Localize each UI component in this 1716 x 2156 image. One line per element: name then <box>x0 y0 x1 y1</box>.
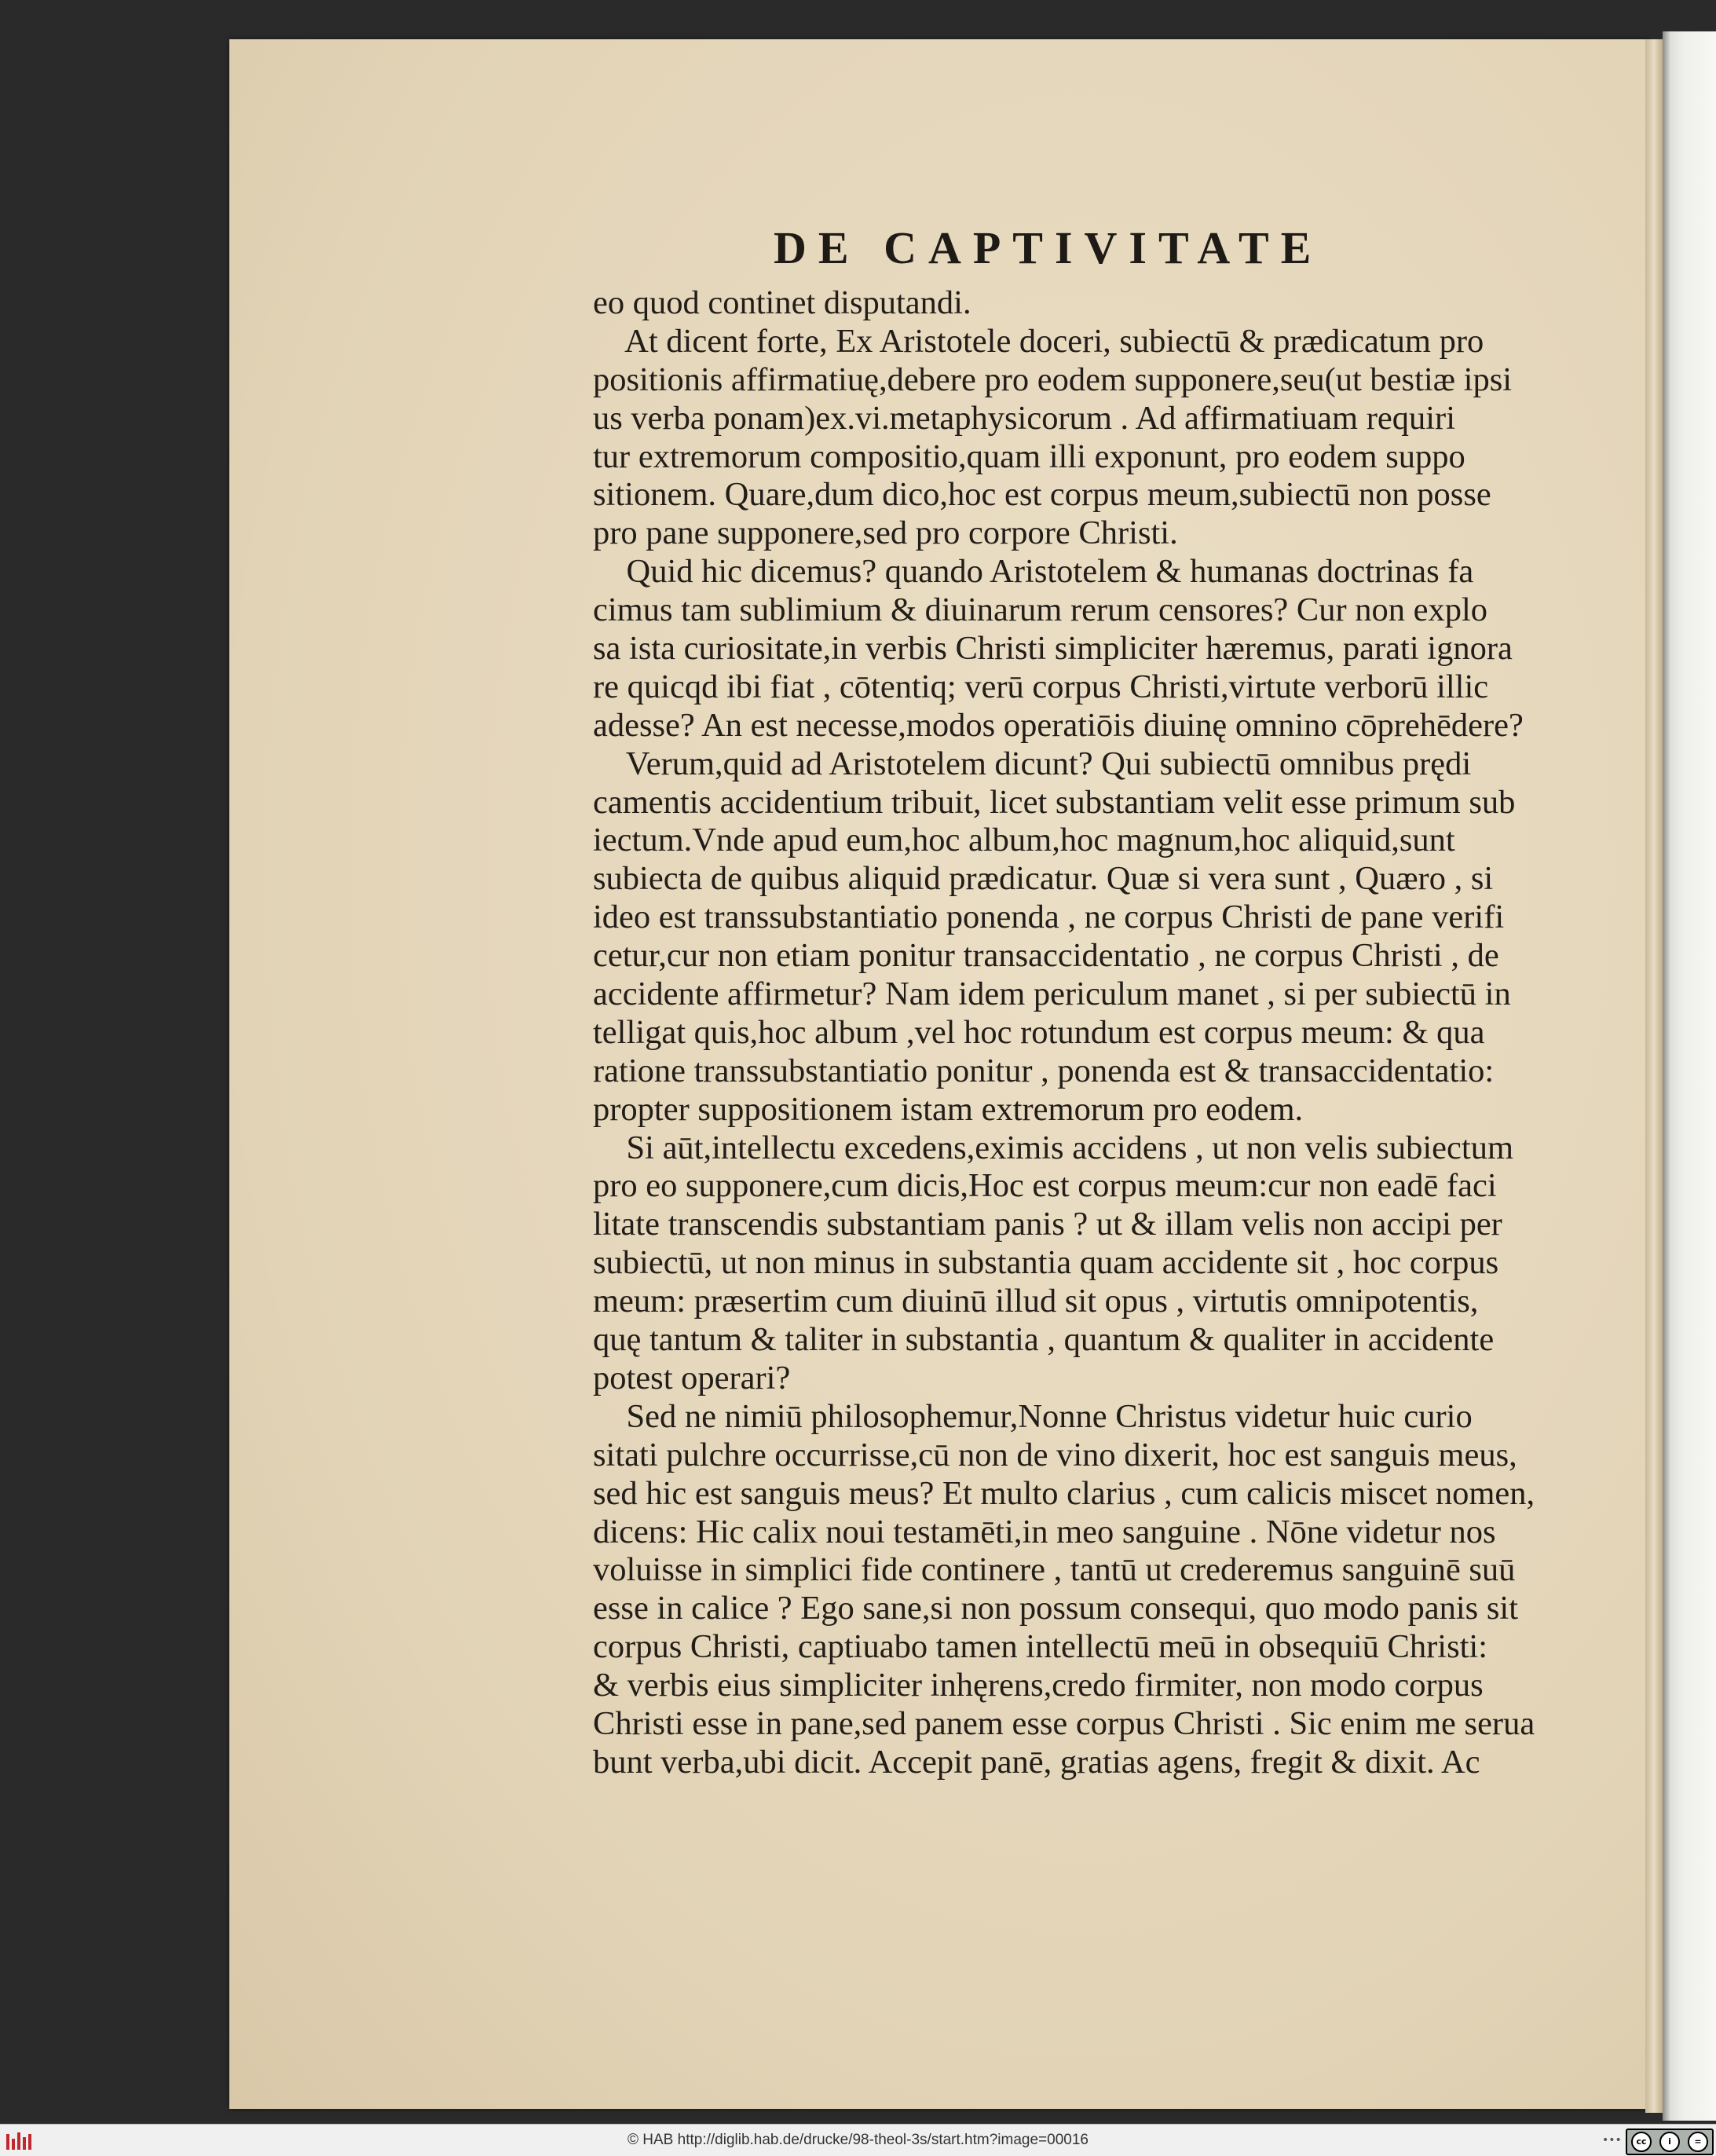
footer-bar <box>0 2124 1716 2156</box>
no-derivatives-icon: = <box>1688 2132 1708 2152</box>
more-dots: ••• <box>1602 2134 1622 2147</box>
text-line: telligat quis,hoc album ,vel hoc rotundum est corpus meum: & qua <box>593 1013 1485 1051</box>
text-line: litate transcendis substantiam panis ? ut & illam velis non accipi per <box>593 1206 1502 1243</box>
text-line: potest operari? <box>593 1359 791 1396</box>
text-line: Quid hic dicemus? quando Aristotelem & humanas doctrinas fa <box>593 553 1474 591</box>
text-line: subiecta de quibus aliquid prædicatur. Quæ si vera sunt , Quæro , si <box>593 860 1494 898</box>
gutter-shadow <box>1663 31 1670 2121</box>
text-line: accidente affirmetur? Nam idem periculum manet , si per subiectū in <box>593 976 1511 1013</box>
text-line: corpus Christi, captiuabo tamen intellectū meū in obsequiū Christi: <box>593 1628 1488 1666</box>
text-line: adesse? An est necesse,modos operatiōis diuinę omnino cōprehēdere? <box>593 706 1524 744</box>
text-line: & verbis eius simpliciter inhęrens,credo firmiter, non modo corpus <box>593 1667 1484 1704</box>
text-line: Si aūt,intellectu excedens,eximis accidens , ut non velis subiectum <box>593 1129 1514 1166</box>
text-line: Sed ne nimiū philosophemur,Nonne Christus videtur huic curio <box>593 1397 1473 1435</box>
attribution-icon: i <box>1659 2132 1680 2152</box>
text-line: dicens: Hic calix noui testamēti,in meo sanguine . Nōne videtur nos <box>593 1513 1496 1550</box>
text-line: camentis accidentium tribuit, licet substantiam velit esse primum sub <box>593 783 1516 821</box>
text-line: cetur,cur non etiam ponitur transaccidentatio , ne corpus Christi , de <box>593 937 1499 975</box>
text-line: sitionem. Quare,dum dico,hoc est corpus meum,subiectū non posse <box>593 476 1491 514</box>
text-line: propter suppositionem istam extremorum pro eodem. <box>593 1090 1304 1128</box>
text-line: sed hic est sanguis meus? Et multo clarius , cum calicis miscet nomen, <box>593 1474 1535 1512</box>
cc-license-badge[interactable] <box>1626 2129 1714 2155</box>
text-line: meum: præsertim cum diuinū illud sit opus , virtutis omnipotentis, <box>593 1283 1479 1320</box>
facing-page-edge <box>1663 31 1716 2121</box>
text-line: At dicent forte, Ex Aristotele doceri, subiectū & prædicatum pro <box>593 322 1484 360</box>
source-credit[interactable]: © HAB http://diglib.hab.de/drucke/98-theol-3s/start.htm?image=00016 <box>627 2132 1089 2148</box>
text-line: tur extremorum compositio,quam illi exponunt, pro eodem suppo <box>593 437 1465 475</box>
text-line: pro eo supponere,cum dicis,Hoc est corpus meum:cur non eadē faci <box>593 1167 1497 1205</box>
text-line: us verba ponam)ex.vi.metaphysicorum . Ad affirmatiuam requiri <box>593 399 1456 437</box>
text-line: esse in calice ? Ego sane,si non possum consequi, quo modo panis sit <box>593 1590 1519 1627</box>
text-line: ratione transsubstantiatio ponitur , ponenda est & transaccidentatio: <box>593 1052 1495 1089</box>
text-line: cimus tam sublimium & diuinarum rerum censores? Cur non explo <box>593 591 1488 629</box>
cc-icon: cc <box>1631 2132 1652 2152</box>
text-line: eo quod continet disputandi. <box>593 284 971 321</box>
page-edge <box>1645 39 1663 2113</box>
text-line: Verum,quid ad Aristotelem dicunt? Qui subiectū omnibus prędi <box>593 745 1472 782</box>
text-line: voluisse in simplici fide continere , tantū ut crederemus sanguinē suū <box>593 1551 1516 1589</box>
text-line: positionis affirmatiuę,debere pro eodem supponere,seu(ut bestiæ ipsi <box>593 361 1513 398</box>
body-text <box>593 284 1582 1782</box>
text-line: sa ista curiositate,in verbis Christi simpliciter hæremus, parati ignora <box>593 630 1513 668</box>
text-line: ideo est transsubstantiatio ponenda , ne corpus Christi de pane verifi <box>593 899 1505 936</box>
running-head: DE CAPTIVITATE <box>774 222 1323 273</box>
text-line: bunt verba,ubi dicit. Accepit panē, gratias agens, fregit & dixit. Ac <box>593 1743 1480 1781</box>
text-line: pro pane supponere,sed pro corpore Christi. <box>593 514 1178 552</box>
text-line: subiectū, ut non minus in substantia quam accidente sit , hoc corpus <box>593 1244 1499 1282</box>
text-line: iectum.Vnde apud eum,hoc album,hoc magnum,hoc aliquid,sunt <box>593 822 1455 859</box>
text-line: re quicqd ibi fiat , cōtentiq; verū corpus Christi,virtute verborū illic <box>593 668 1489 705</box>
text-line: sitati pulchre occurrisse,cū non de vino dixerit, hoc est sanguis meus, <box>593 1436 1517 1473</box>
text-line: Christi esse in pane,sed panem esse corpus Christi . Sic enim me serua <box>593 1704 1535 1742</box>
text-line: quę tantum & taliter in substantia , quantum & qualiter in accidente <box>593 1321 1495 1359</box>
